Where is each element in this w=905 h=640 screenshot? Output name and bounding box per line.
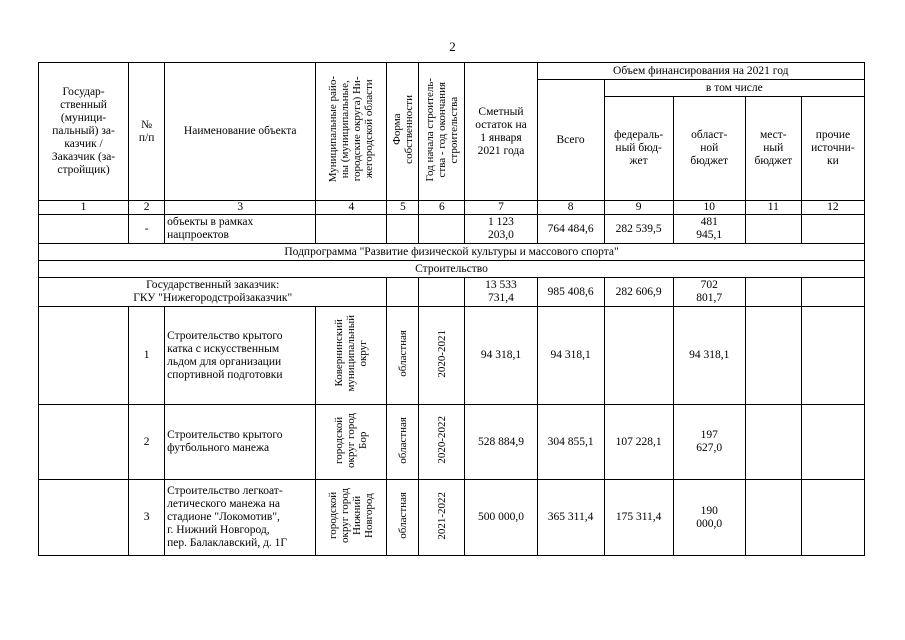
national-projects-row xyxy=(39,215,865,244)
customer-total: 985 408,6 xyxy=(537,278,604,307)
header-ownership-cell xyxy=(387,63,419,201)
row-num: 2 xyxy=(129,405,165,480)
row-num: 3 xyxy=(129,480,165,556)
header-customer: Государ- ственный (муници- пальный) за- казчик / Заказчик (за- стройщик) xyxy=(39,63,129,201)
customer-federal: 282 606,9 xyxy=(604,278,673,307)
row-federal: 107 228,1 xyxy=(604,405,673,480)
col-number: 3 xyxy=(165,201,316,215)
col-number: 9 xyxy=(604,201,673,215)
row-remaining: 94 318,1 xyxy=(465,307,537,405)
row-other xyxy=(801,405,864,480)
col-number: 7 xyxy=(465,201,537,215)
col-number: 12 xyxy=(801,201,864,215)
customer-remaining: 13 533 731,4 xyxy=(465,278,537,307)
row-total: 94 318,1 xyxy=(537,307,604,405)
header-including: в том числе xyxy=(604,80,864,97)
col-number: 2 xyxy=(129,201,165,215)
header-regional: област- ной бюджет xyxy=(673,97,745,201)
col-number: 1 xyxy=(39,201,129,215)
table-row xyxy=(39,480,865,556)
row-remaining: 500 000,0 xyxy=(465,480,537,556)
header-row-1 xyxy=(39,63,865,80)
header-municipality-cell xyxy=(316,63,387,201)
col-number: 8 xyxy=(537,201,604,215)
section-title: Строительство xyxy=(39,261,865,278)
header-remaining: Сметный остаток на 1 января 2021 года xyxy=(465,63,537,201)
subprogram-title: Подпрограмма "Развитие физической культуры и массового спорта" xyxy=(39,244,865,261)
np-regional: 481 945,1 xyxy=(673,215,745,244)
customer-regional: 702 801,7 xyxy=(673,278,745,307)
row-regional: 190 000,0 xyxy=(673,480,745,556)
header-other: прочие источни- ки xyxy=(801,97,864,201)
row-years: 2020-2021 xyxy=(435,329,448,378)
row-remaining: 528 884,9 xyxy=(465,405,537,480)
np-remaining: 1 123 203,0 xyxy=(465,215,537,244)
row-federal: 175 311,4 xyxy=(604,480,673,556)
section-row xyxy=(39,261,865,278)
row-federal xyxy=(604,307,673,405)
row-regional: 197 627,0 xyxy=(673,405,745,480)
header-object-name: Наименование объекта xyxy=(165,63,316,201)
row-local xyxy=(745,480,801,556)
row-total: 365 311,4 xyxy=(537,480,604,556)
row-regional: 94 318,1 xyxy=(673,307,745,405)
row-name: Строительство крытого футбольного манежа xyxy=(165,405,316,480)
col-number: 11 xyxy=(745,201,801,215)
table-row xyxy=(39,307,865,405)
row-num: 1 xyxy=(129,307,165,405)
header-municipality: Муниципальные райо- ны (муниципальные, городские округа) Ни- жегородской области xyxy=(327,76,376,183)
row-municipality: городской округ город Нижний Новгород xyxy=(327,488,376,543)
row-municipality: городской округ город Бор xyxy=(333,412,370,468)
subprogram-row xyxy=(39,244,865,261)
row-total: 304 855,1 xyxy=(537,405,604,480)
header-years: Год начала строитель- ства - год окончания строительства xyxy=(423,77,460,182)
customer-label: Государственный заказчик: ГКУ "Нижегородстройзаказчик" xyxy=(39,278,387,307)
financing-table xyxy=(38,62,865,556)
row-years: 2021-2022 xyxy=(435,491,448,540)
header-ownership: Форма собственности xyxy=(390,95,415,164)
col-number: 5 xyxy=(387,201,419,215)
row-municipality: Ковернинский муниципальный округ xyxy=(333,315,370,392)
header-total: Всего xyxy=(537,80,604,201)
col-number: 4 xyxy=(316,201,387,215)
col-number: 10 xyxy=(673,201,745,215)
row-name: Строительство легкоат- летического манежа на стадионе "Локомотив", г. Нижний Новгород, пер. Балаклавский, д. 1Г xyxy=(165,480,316,556)
row-ownership: областная xyxy=(396,492,409,539)
header-years-cell xyxy=(419,63,465,201)
np-name: объекты в рамках нацпроектов xyxy=(165,215,316,244)
row-other xyxy=(801,480,864,556)
col-number: 6 xyxy=(419,201,465,215)
column-number-row xyxy=(39,201,865,215)
np-num: - xyxy=(129,215,165,244)
row-ownership: областная xyxy=(396,330,409,377)
np-total: 764 484,6 xyxy=(537,215,604,244)
np-federal: 282 539,5 xyxy=(604,215,673,244)
row-local xyxy=(745,405,801,480)
row-other xyxy=(801,307,864,405)
row-ownership: областная xyxy=(396,416,409,464)
header-num: № п/п xyxy=(129,63,165,201)
page-number: 2 xyxy=(449,39,456,54)
customer-row xyxy=(39,278,865,307)
header-local: мест- ный бюджет xyxy=(745,97,801,201)
header-funding: Объем финансирования на 2021 год xyxy=(537,63,864,80)
table-row xyxy=(39,405,865,480)
header-federal: федераль- ный бюд- жет xyxy=(604,97,673,201)
row-name: Строительство крытого катка с искусственным льдом для организации спортивной подготовки xyxy=(165,307,316,405)
row-local xyxy=(745,307,801,405)
row-years: 2020-2022 xyxy=(435,416,448,464)
